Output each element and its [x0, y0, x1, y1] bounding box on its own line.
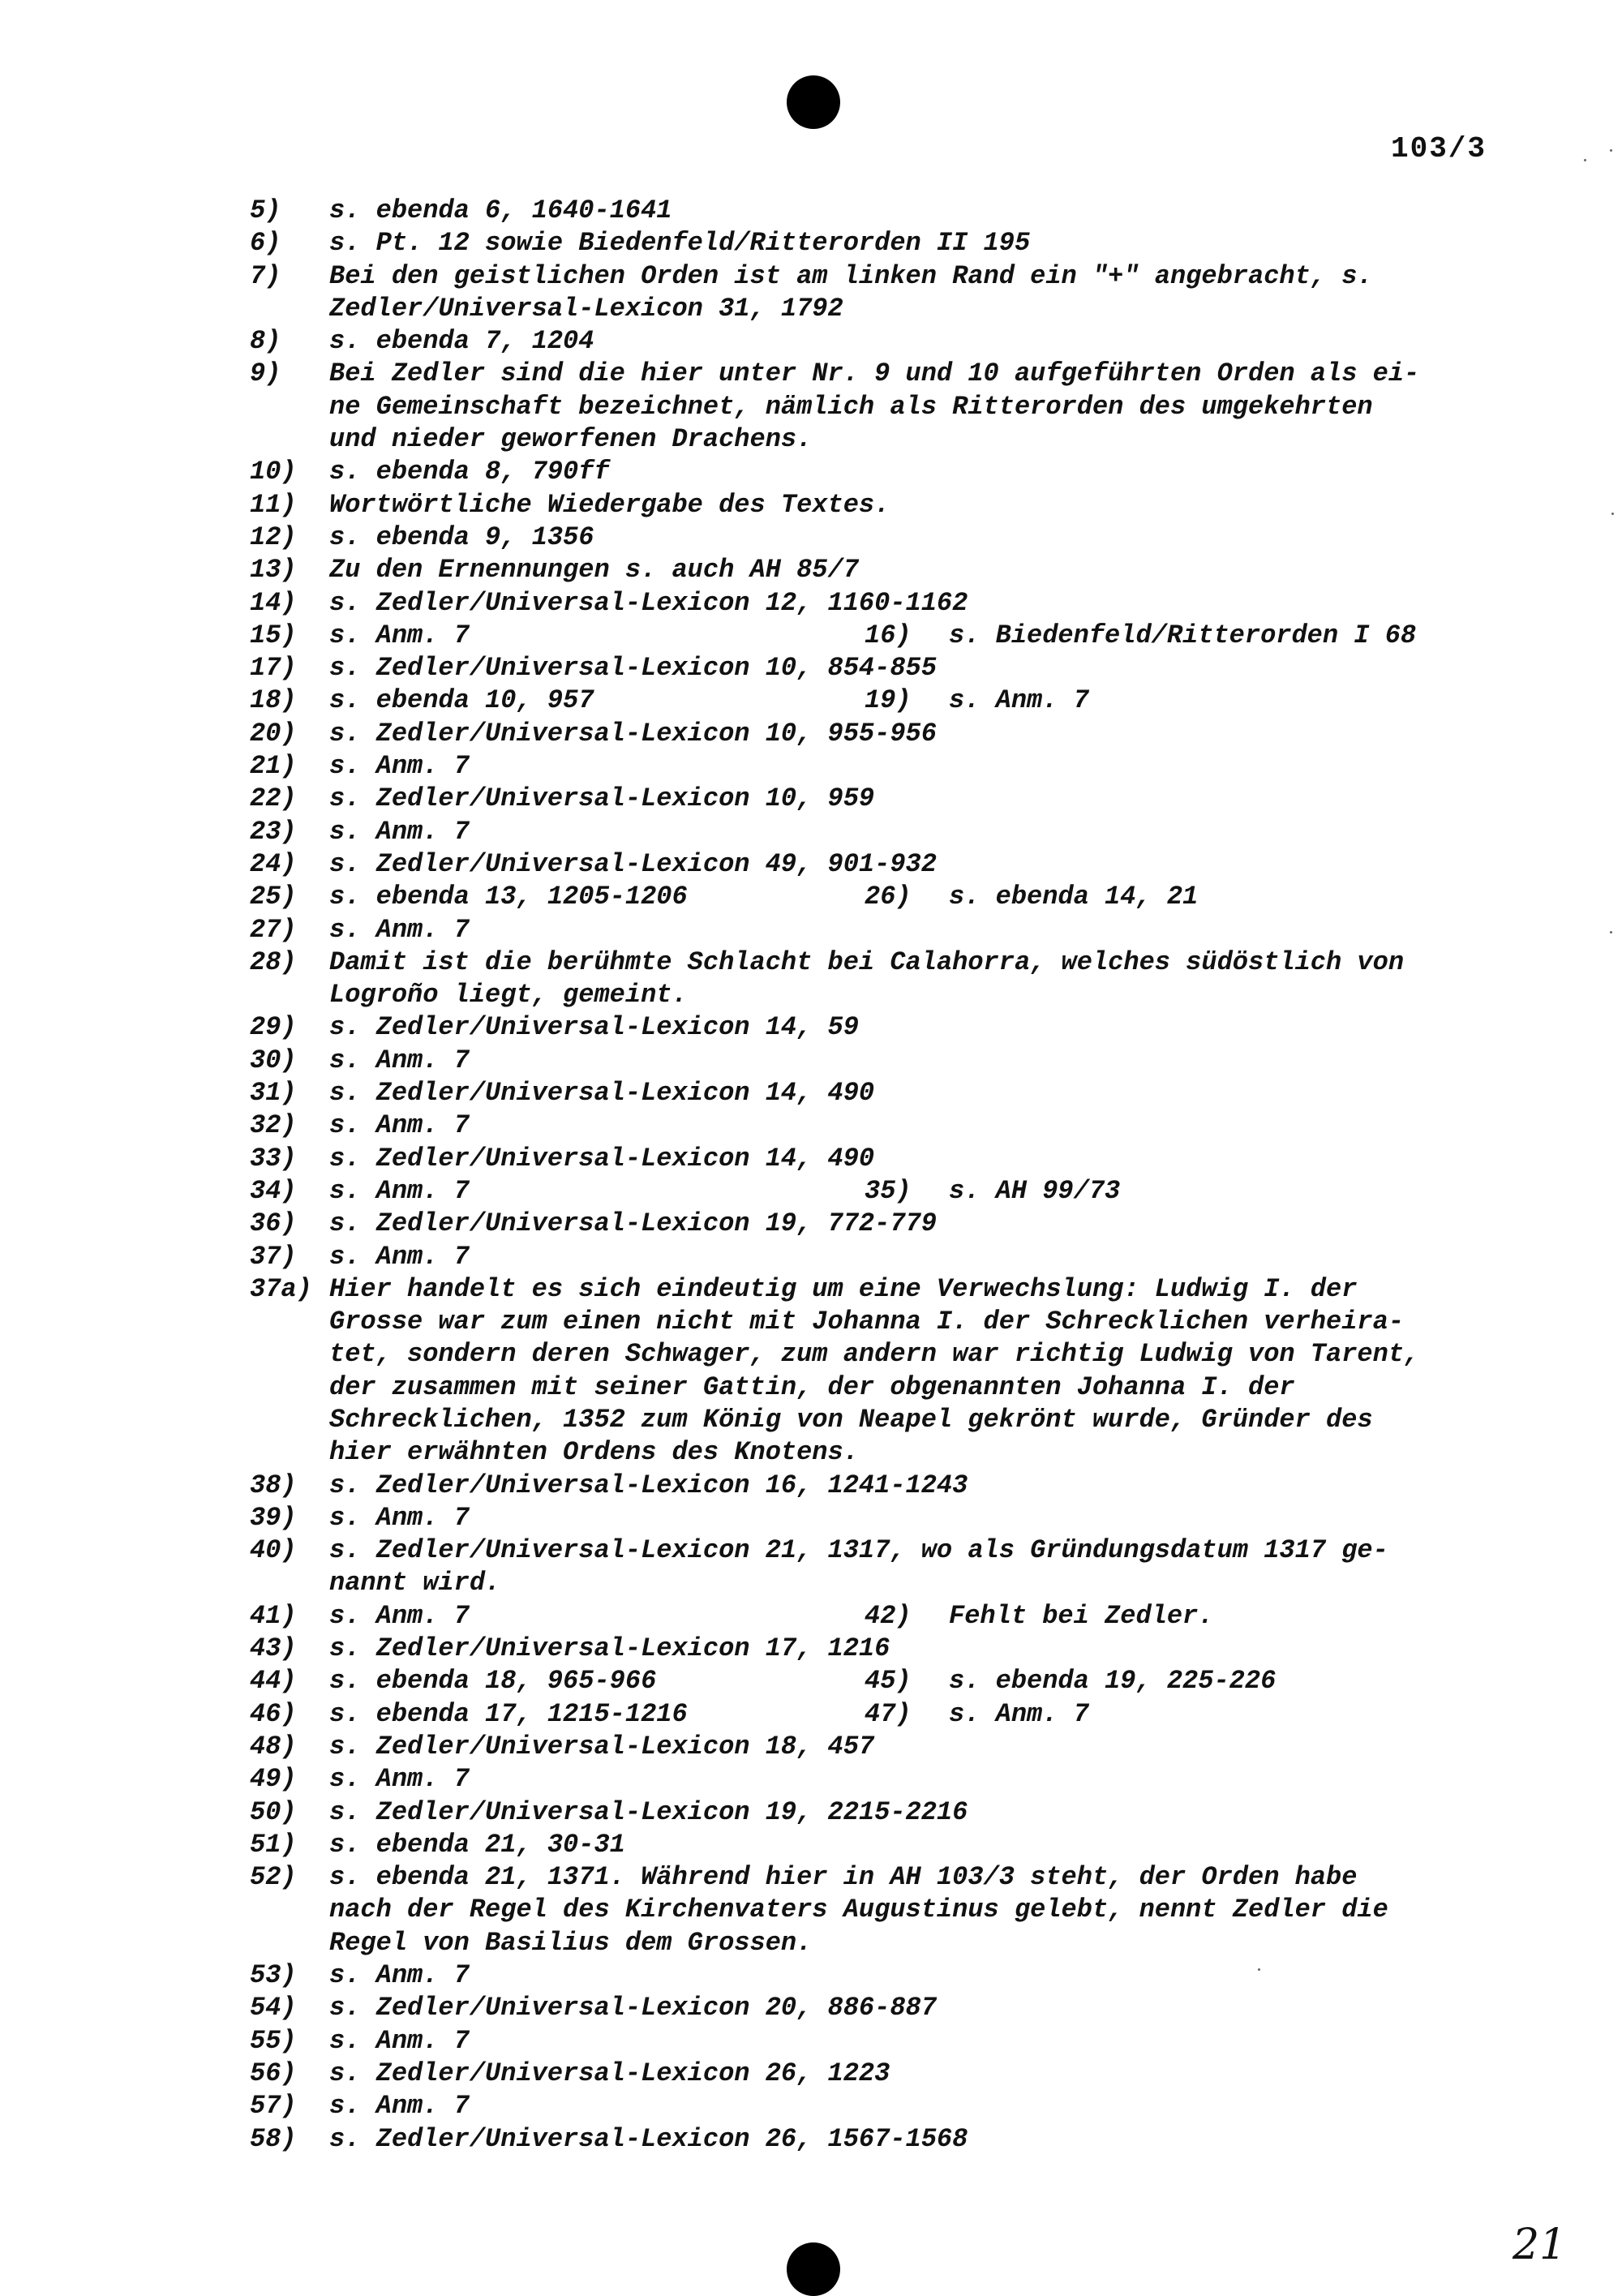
footnote-line	[250, 2025, 1515, 2058]
footnote-line	[250, 423, 1515, 456]
footnote-text: s. Anm. 7	[329, 1502, 470, 1533]
footnote-text: s. Anm. 7	[329, 914, 470, 945]
footnote-number: 40)	[250, 1535, 297, 1566]
footnote-text: s. Zedler/Universal-Lexicon 14, 490	[329, 1143, 875, 1174]
footnote-line	[250, 1927, 1515, 1959]
footnote-number: 29)	[250, 1012, 297, 1043]
scan-speck	[1611, 513, 1614, 515]
footnote-line	[250, 358, 1515, 390]
footnote-line	[250, 1404, 1515, 1436]
footnote-line	[250, 2123, 1515, 2156]
footnote-number: 46)	[250, 1698, 297, 1729]
footnote-line	[250, 587, 1515, 620]
footnote-line	[250, 1959, 1515, 1992]
footnote-line	[250, 489, 1515, 521]
footnote-text: Logroño liegt, gemeint.	[329, 980, 688, 1011]
footnote-number: 49)	[250, 1764, 297, 1795]
footnote-number: 26)	[865, 882, 912, 912]
footnote-line	[250, 718, 1515, 750]
footnote-line	[250, 979, 1515, 1011]
footnote-number: 12)	[250, 521, 297, 552]
footnote-text: s. Anm. 7	[329, 1110, 470, 1141]
footnote-line	[250, 1208, 1515, 1240]
footnote-text: ne Gemeinschaft bezeichnet, nämlich als Ritterorden des umgekehrten	[329, 391, 1373, 422]
footnote-text: s. Zedler/Universal-Lexicon 49, 901-932	[329, 848, 937, 879]
footnote-text: der zusammen mit seiner Gattin, der obgenannten Johanna I. der	[329, 1371, 1295, 1402]
footnote-line	[250, 1633, 1515, 1665]
footnote-line	[250, 1011, 1515, 1044]
footnote-text: s. Zedler/Universal-Lexicon 19, 2215-2216	[329, 1796, 968, 1827]
footnote-line	[250, 914, 1515, 946]
footnote-number: 16)	[865, 620, 912, 650]
footnote-line	[250, 783, 1515, 815]
footnote-text: s. Zedler/Universal-Lexicon 16, 1241-1243	[329, 1470, 968, 1500]
footnote-number: 45)	[865, 1666, 912, 1697]
footnote-line	[250, 1273, 1515, 1306]
footnote-number: 35)	[865, 1175, 912, 1206]
punch-hole-top	[787, 75, 840, 129]
footnote-text: s. ebenda 7, 1204	[329, 326, 594, 357]
footnote-number: 39)	[250, 1502, 297, 1533]
footnote-number: 25)	[250, 882, 297, 912]
footnote-number: 23)	[250, 816, 297, 847]
footnote-line	[250, 1109, 1515, 1142]
footnote-line	[250, 1436, 1515, 1469]
footnote-line	[250, 1470, 1515, 1502]
footnote-line	[250, 1338, 1515, 1371]
footnote-line	[250, 456, 1515, 488]
footnote-line	[250, 1796, 1515, 1829]
page-number: 103/3	[1391, 132, 1487, 165]
footnote-line	[250, 1045, 1515, 1077]
footnote-number: 52)	[250, 1862, 297, 1893]
footnote-number: 53)	[250, 1960, 297, 1991]
footnote-text: hier erwähnten Ordens des Knotens.	[329, 1437, 859, 1468]
footnote-number: 28)	[250, 946, 297, 977]
footnote-number: 33)	[250, 1143, 297, 1174]
footnote-text: s. Anm. 7	[329, 2025, 470, 2056]
footnote-text: s. Anm. 7	[329, 816, 470, 847]
footnote-text: s. ebenda 10, 957	[329, 685, 594, 716]
footnote-text: s. ebenda 6, 1640-1641	[329, 195, 672, 225]
footnote-number: 27)	[250, 914, 297, 945]
footnote-text: s. Zedler/Universal-Lexicon 14, 59	[329, 1012, 859, 1043]
footnote-line	[250, 848, 1515, 881]
footnote-text: s. Zedler/Universal-Lexicon 14, 490	[329, 1078, 875, 1109]
footnote-text: Bei den geistlichen Orden ist am linken Rand ein "+" angebracht, s.	[329, 260, 1373, 291]
punch-hole-bottom	[787, 2242, 840, 2296]
footnote-line	[250, 1175, 1515, 1208]
footnote-line	[250, 521, 1515, 554]
footnote-text: Regel von Basilius dem Grossen.	[329, 1927, 813, 1958]
footnote-line	[250, 227, 1515, 260]
footnote-number: 10)	[250, 457, 297, 487]
footnote-number: 54)	[250, 1993, 297, 2023]
footnote-line	[250, 750, 1515, 783]
footnote-text: Zu den Ernennungen s. auch AH 85/7	[329, 555, 859, 586]
footnote-text: s. ebenda 13, 1205-1206	[329, 882, 688, 912]
footnote-number: 56)	[250, 2058, 297, 2088]
footnote-number: 38)	[250, 1470, 297, 1500]
footnote-line	[250, 293, 1515, 325]
footnote-text: s. Zedler/Universal-Lexicon 10, 959	[329, 783, 875, 814]
footnote-text: s. Anm. 7	[329, 1600, 470, 1631]
footnote-text: und nieder geworfenen Drachens.	[329, 424, 813, 455]
footnote-number: 32)	[250, 1110, 297, 1141]
footnote-line	[250, 2090, 1515, 2122]
footnote-text: s. Anm. 7	[329, 1960, 470, 1991]
footnote-number: 7)	[250, 260, 281, 291]
footnote-text: s. Anm. 7	[329, 2091, 470, 2122]
footnote-number: 18)	[250, 685, 297, 716]
footnote-line	[250, 1077, 1515, 1109]
footnote-line	[250, 1665, 1515, 1697]
footnote-text: s. Zedler/Universal-Lexicon 20, 886-887	[329, 1993, 937, 2023]
footnote-text: s. Anm. 7	[329, 751, 470, 782]
footnote-text: s. ebenda 18, 965-966	[329, 1666, 657, 1697]
footnote-number: 31)	[250, 1078, 297, 1109]
footnote-number: 14)	[250, 587, 297, 618]
footnote-text: s. Zedler/Universal-Lexicon 26, 1567-1568	[329, 2123, 968, 2154]
footnote-number: 21)	[250, 751, 297, 782]
footnote-line	[250, 1502, 1515, 1534]
footnote-number: 37a)	[250, 1273, 312, 1304]
footnote-number: 34)	[250, 1175, 297, 1206]
footnote-line	[250, 1731, 1515, 1763]
footnote-line	[250, 652, 1515, 685]
footnote-number: 43)	[250, 1633, 297, 1664]
footnote-line	[250, 1241, 1515, 1273]
footnote-text: s. AH 99/73	[949, 1175, 1121, 1206]
footnote-number: 5)	[250, 195, 281, 225]
footnote-text: Bei Zedler sind die hier unter Nr. 9 und 10 aufgeführten Orden als ei-	[329, 358, 1420, 389]
footnote-number: 17)	[250, 653, 297, 684]
footnote-line	[250, 1534, 1515, 1567]
footnote-line	[250, 1763, 1515, 1796]
footnote-line	[250, 1992, 1515, 2024]
footnote-text: s. Zedler/Universal-Lexicon 26, 1223	[329, 2058, 890, 2088]
footnote-line	[250, 1698, 1515, 1731]
footnote-number: 8)	[250, 326, 281, 357]
footnote-line	[250, 1306, 1515, 1338]
footnote-number: 24)	[250, 848, 297, 879]
footnote-number: 20)	[250, 718, 297, 749]
footnote-number: 19)	[865, 685, 912, 716]
footnote-number: 51)	[250, 1829, 297, 1860]
footnote-number: 47)	[865, 1698, 912, 1729]
footnote-text: s. Zedler/Universal-Lexicon 17, 1216	[329, 1633, 890, 1664]
footnote-line	[250, 2058, 1515, 2090]
footnote-number: 6)	[250, 228, 281, 259]
footnote-text: s. Zedler/Universal-Lexicon 21, 1317, wo als Gründungsdatum 1317 ge-	[329, 1535, 1388, 1566]
footnote-number: 42)	[865, 1600, 912, 1631]
footnote-number: 57)	[250, 2091, 297, 2122]
footnote-text: Schrecklichen, 1352 zum König von Neapel gekrönt wurde, Gründer des	[329, 1404, 1373, 1435]
footnote-text: s. Zedler/Universal-Lexicon 18, 457	[329, 1731, 875, 1762]
footnote-number: 41)	[250, 1600, 297, 1631]
footnote-text: s. ebenda 14, 21	[949, 882, 1199, 912]
footnote-text: s. Anm. 7	[329, 1241, 470, 1272]
handwritten-page-number: 21	[1513, 2221, 1567, 2269]
footnote-line	[250, 946, 1515, 979]
footnote-line	[250, 325, 1515, 358]
footnote-text: s. ebenda 21, 30-31	[329, 1829, 625, 1860]
footnote-line	[250, 1600, 1515, 1633]
footnote-text: s. Pt. 12 sowie Biedenfeld/Ritterorden II 195	[329, 228, 1031, 259]
footnote-text: tet, sondern deren Schwager, zum andern war richtig Ludwig von Tarent,	[329, 1339, 1420, 1370]
footnote-text: Fehlt bei Zedler.	[949, 1600, 1214, 1631]
footnote-text: s. Anm. 7	[329, 1175, 470, 1206]
footnotes-list	[250, 195, 1515, 2156]
footnote-number: 36)	[250, 1208, 297, 1239]
footnote-number: 58)	[250, 2123, 297, 2154]
footnote-line	[250, 260, 1515, 293]
footnote-text: s. Biedenfeld/Ritterorden I 68	[949, 620, 1417, 650]
footnote-line	[250, 1143, 1515, 1175]
footnote-text: Damit ist die berühmte Schlacht bei Calahorra, welches südöstlich von	[329, 946, 1405, 977]
scan-speck	[1584, 159, 1586, 161]
footnote-text: s. Anm. 7	[329, 1764, 470, 1795]
footnote-text: Grosse war zum einen nicht mit Johanna I. der Schrecklichen verheira-	[329, 1307, 1405, 1337]
footnote-line	[250, 816, 1515, 848]
footnote-line	[250, 1567, 1515, 1599]
footnote-line	[250, 1861, 1515, 1894]
footnote-text: Zedler/Universal-Lexicon 31, 1792	[329, 293, 843, 324]
footnote-line	[250, 195, 1515, 227]
footnote-text: Hier handelt es sich eindeutig um eine Verwechslung: Ludwig I. der	[329, 1273, 1358, 1304]
footnote-line	[250, 881, 1515, 913]
scan-speck	[1610, 931, 1612, 933]
footnote-number: 55)	[250, 2025, 297, 2056]
footnote-line	[250, 685, 1515, 717]
footnote-number: 13)	[250, 555, 297, 586]
footnote-line	[250, 1894, 1515, 1926]
footnote-line	[250, 1829, 1515, 1861]
scan-speck	[1610, 149, 1612, 152]
footnote-text: s. ebenda 9, 1356	[329, 521, 594, 552]
footnote-text: Wortwörtliche Wiedergabe des Textes.	[329, 489, 890, 520]
footnote-text: nannt wird.	[329, 1568, 501, 1599]
footnote-text: s. Zedler/Universal-Lexicon 10, 955-956	[329, 718, 937, 749]
footnote-number: 48)	[250, 1731, 297, 1762]
footnote-number: 50)	[250, 1796, 297, 1827]
footnote-number: 9)	[250, 358, 281, 389]
footnote-text: s. ebenda 17, 1215-1216	[329, 1698, 688, 1729]
footnote-text: s. Zedler/Universal-Lexicon 10, 854-855	[329, 653, 937, 684]
footnote-text: s. Anm. 7	[949, 685, 1089, 716]
footnote-number: 11)	[250, 489, 297, 520]
footnote-line	[250, 554, 1515, 586]
footnote-text: nach der Regel des Kirchenvaters Augustinus gelebt, nennt Zedler die	[329, 1895, 1388, 1925]
footnote-number: 44)	[250, 1666, 297, 1697]
footnote-line	[250, 1371, 1515, 1404]
footnote-text: s. ebenda 21, 1371. Während hier in AH 103/3 steht, der Orden habe	[329, 1862, 1358, 1893]
footnote-text: s. Zedler/Universal-Lexicon 12, 1160-1162	[329, 587, 968, 618]
footnote-number: 30)	[250, 1045, 297, 1075]
footnote-line	[250, 620, 1515, 652]
footnote-text: s. Zedler/Universal-Lexicon 19, 772-779	[329, 1208, 937, 1239]
footnote-number: 15)	[250, 620, 297, 650]
footnote-number: 22)	[250, 783, 297, 814]
footnote-text: s. ebenda 19, 225-226	[949, 1666, 1277, 1697]
footnote-text: s. ebenda 8, 790ff	[329, 457, 610, 487]
footnote-number: 37)	[250, 1241, 297, 1272]
footnote-text: s. Anm. 7	[329, 1045, 470, 1075]
footnote-line	[250, 391, 1515, 423]
footnote-text: s. Anm. 7	[329, 620, 470, 650]
footnote-text: s. Anm. 7	[949, 1698, 1089, 1729]
